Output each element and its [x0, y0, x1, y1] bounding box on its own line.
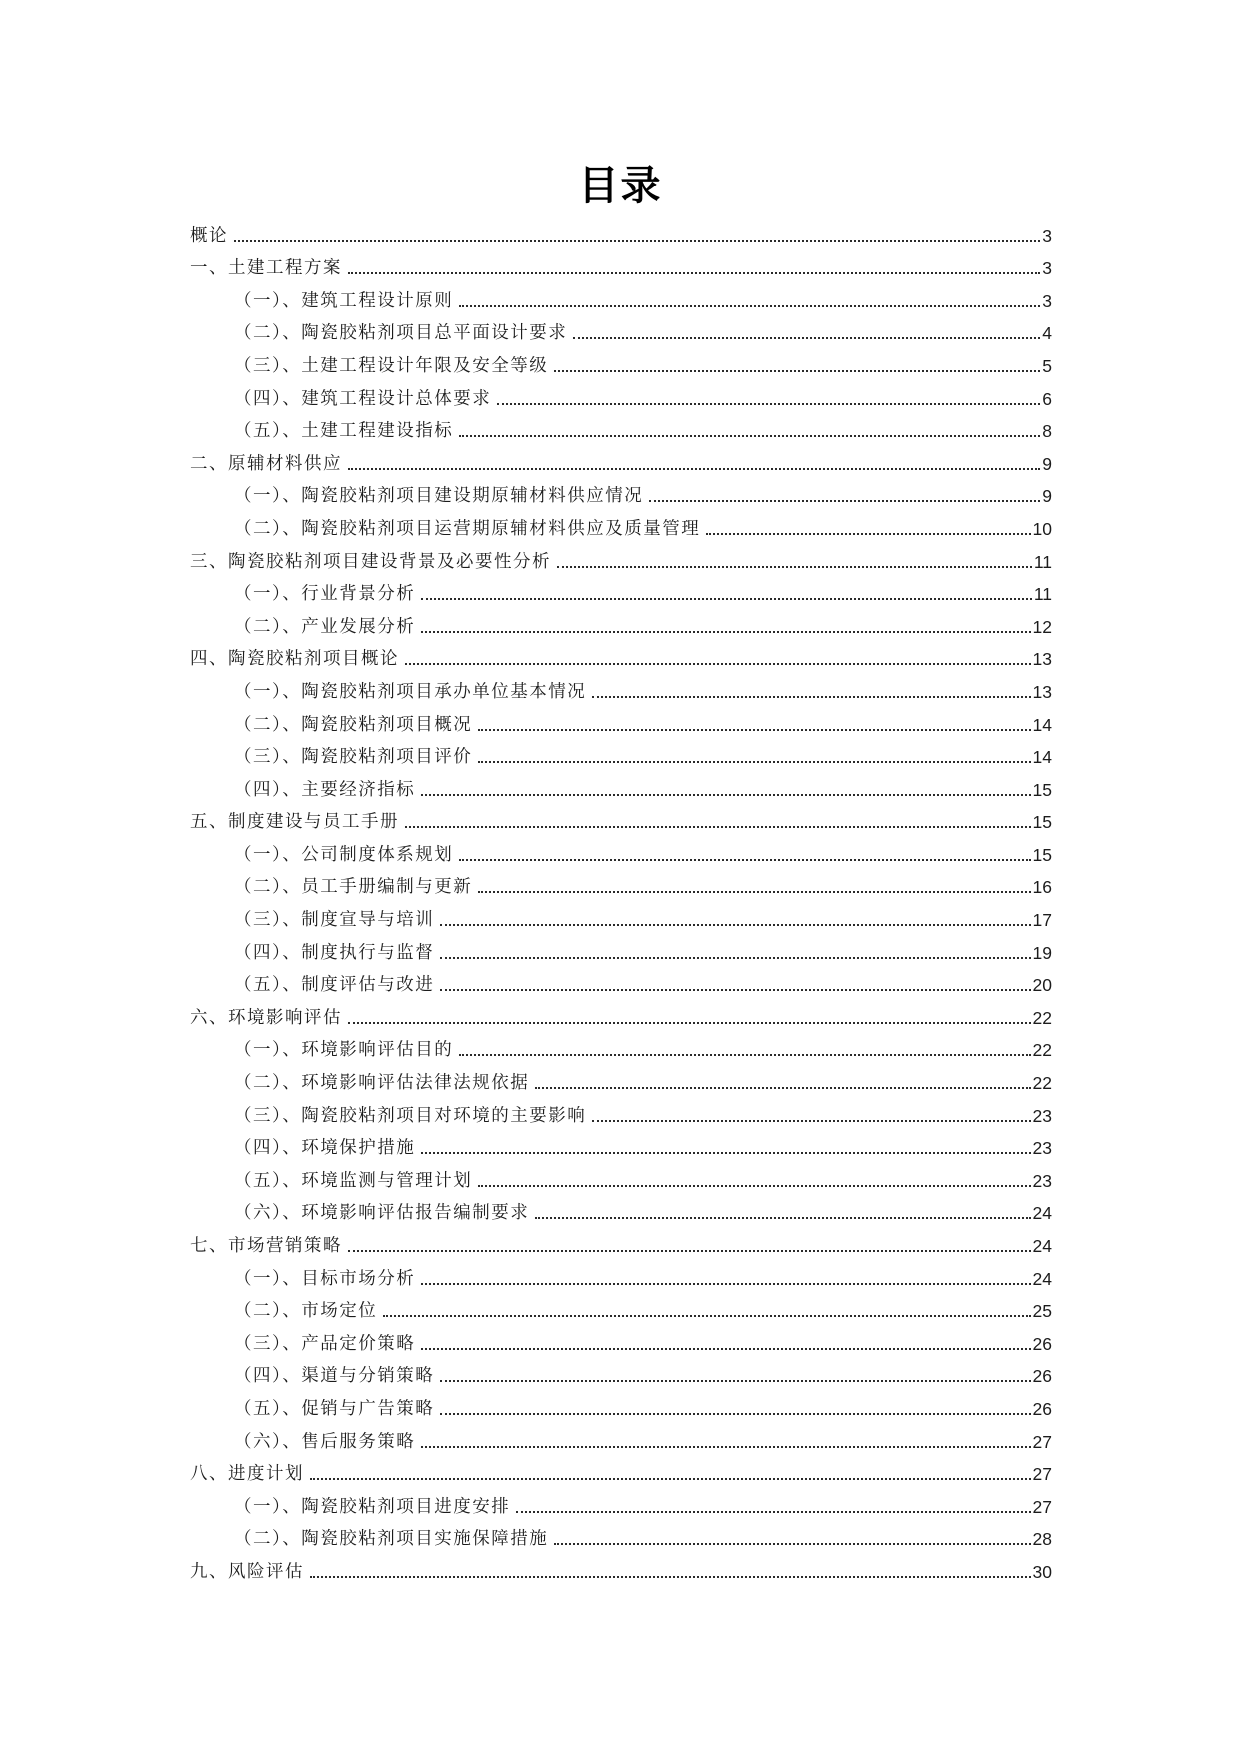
toc-entry-label: 九、风险评估 — [190, 1561, 304, 1582]
toc-entry-section[interactable] — [190, 902, 1052, 935]
toc-dot-leader — [554, 370, 1040, 372]
toc-dot-leader — [421, 794, 1030, 796]
toc-page-number: 9 — [1042, 453, 1052, 474]
toc-entry-chapter[interactable] — [190, 1457, 1052, 1490]
toc-page-number: 22 — [1032, 1073, 1052, 1094]
toc-page-number: 3 — [1042, 290, 1052, 311]
toc-entry-chapter[interactable] — [190, 544, 1052, 577]
toc-dot-leader — [348, 468, 1040, 470]
toc-page-number: 22 — [1032, 1040, 1052, 1061]
toc-entry-section[interactable] — [190, 740, 1052, 773]
toc-dot-leader — [348, 1250, 1031, 1252]
toc-entry-label: （三）、产品定价策略 — [234, 1333, 416, 1354]
toc-page-number: 19 — [1032, 942, 1052, 963]
toc-entry-section[interactable] — [190, 968, 1052, 1001]
toc-entry-section[interactable] — [190, 1522, 1052, 1555]
toc-entry-chapter[interactable] — [190, 1554, 1052, 1587]
toc-entry-label: （五）、环境监测与管理计划 — [234, 1170, 473, 1191]
toc-list — [190, 218, 1052, 1587]
toc-entry-label: （一）、陶瓷胶粘剂项目进度安排 — [234, 1496, 511, 1517]
toc-page-number: 23 — [1032, 1170, 1052, 1191]
toc-page-number: 13 — [1032, 649, 1052, 670]
toc-entry-section[interactable] — [190, 707, 1052, 740]
toc-entry-label: （五）、制度评估与改进 — [234, 975, 435, 996]
toc-entry-section[interactable] — [190, 511, 1052, 544]
toc-page-number: 10 — [1032, 518, 1052, 539]
toc-page-number: 17 — [1032, 910, 1052, 931]
toc-entry-section[interactable] — [190, 1326, 1052, 1359]
toc-entry-section[interactable] — [190, 837, 1052, 870]
toc-entry-label: （一）、陶瓷胶粘剂项目承办单位基本情况 — [234, 681, 587, 702]
toc-dot-leader — [234, 240, 1040, 242]
toc-dot-leader — [310, 1576, 1031, 1578]
toc-dot-leader — [348, 272, 1040, 274]
toc-entry-label: 四、陶瓷胶粘剂项目概论 — [190, 649, 399, 670]
toc-dot-leader — [478, 1185, 1030, 1187]
toc-dot-leader — [459, 305, 1040, 307]
toc-entry-section[interactable] — [190, 1489, 1052, 1522]
toc-page-number: 22 — [1032, 1007, 1052, 1028]
toc-entry-label: 一、土建工程方案 — [190, 258, 342, 279]
toc-entry-label: （一）、行业背景分析 — [234, 584, 416, 605]
toc-entry-label: （一）、陶瓷胶粘剂项目建设期原辅材料供应情况 — [234, 486, 644, 507]
toc-page-number: 13 — [1032, 681, 1052, 702]
toc-entry-section[interactable] — [190, 1098, 1052, 1131]
toc-entry-label: （三）、陶瓷胶粘剂项目对环境的主要影响 — [234, 1105, 587, 1126]
toc-dot-leader — [478, 761, 1030, 763]
toc-page-number: 15 — [1032, 812, 1052, 833]
toc-dot-leader — [459, 859, 1030, 861]
toc-page-number: 16 — [1032, 877, 1052, 898]
toc-entry-section[interactable] — [190, 283, 1052, 316]
toc-page-number: 14 — [1032, 714, 1052, 735]
toc-entry-label: （三）、陶瓷胶粘剂项目评价 — [234, 747, 473, 768]
toc-entry-section[interactable] — [190, 1261, 1052, 1294]
toc-entry-chapter[interactable] — [190, 251, 1052, 284]
toc-entry-label: （一）、公司制度体系规划 — [234, 844, 454, 865]
toc-entry-section[interactable] — [190, 772, 1052, 805]
toc-dot-leader — [535, 1217, 1030, 1219]
toc-entry-section[interactable] — [190, 348, 1052, 381]
toc-dot-leader — [421, 1348, 1030, 1350]
toc-page-number: 27 — [1032, 1431, 1052, 1452]
toc-entry-section[interactable] — [190, 870, 1052, 903]
toc-dot-leader — [421, 1283, 1030, 1285]
toc-entry-label: 三、陶瓷胶粘剂项目建设背景及必要性分析 — [190, 551, 551, 572]
toc-page-number: 23 — [1032, 1138, 1052, 1159]
toc-entry-chapter[interactable] — [190, 1000, 1052, 1033]
toc-page-number: 26 — [1032, 1333, 1052, 1354]
toc-entry-label: （五）、土建工程建设指标 — [234, 421, 454, 442]
toc-entry-label: 五、制度建设与员工手册 — [190, 812, 399, 833]
toc-entry-label: （二）、陶瓷胶粘剂项目概况 — [234, 714, 473, 735]
toc-dot-leader — [421, 1152, 1030, 1154]
toc-page-number: 23 — [1032, 1105, 1052, 1126]
toc-page-number: 4 — [1042, 323, 1052, 344]
toc-page-number: 20 — [1032, 975, 1052, 996]
toc-entry-label: （一）、环境影响评估目的 — [234, 1040, 454, 1061]
toc-page-number: 27 — [1032, 1496, 1052, 1517]
toc-dot-leader — [478, 891, 1030, 893]
toc-entry-section[interactable] — [190, 1033, 1052, 1066]
toc-page-number: 15 — [1032, 844, 1052, 865]
toc-dot-leader — [516, 1511, 1030, 1513]
toc-page-number: 24 — [1032, 1268, 1052, 1289]
toc-dot-leader — [592, 1120, 1030, 1122]
toc-entry-label: 六、环境影响评估 — [190, 1007, 342, 1028]
toc-entry-label: （三）、土建工程设计年限及安全等级 — [234, 355, 549, 376]
toc-entry-label: 七、市场营销策略 — [190, 1236, 342, 1256]
toc-dot-leader — [421, 1446, 1030, 1448]
toc-entry-section[interactable] — [190, 381, 1052, 414]
toc-dot-leader — [405, 663, 1031, 665]
toc-dot-leader — [554, 1543, 1030, 1545]
toc-entry-section[interactable] — [190, 674, 1052, 707]
toc-entry-label: （三）、制度宣导与培训 — [234, 910, 435, 931]
toc-entry-section[interactable] — [190, 1359, 1052, 1392]
toc-entry-section[interactable] — [190, 1163, 1052, 1196]
toc-dot-leader — [421, 631, 1030, 633]
toc-entry-section[interactable] — [190, 1131, 1052, 1164]
toc-entry-label: （二）、陶瓷胶粘剂项目总平面设计要求 — [234, 323, 568, 344]
toc-entry-label: （二）、员工手册编制与更新 — [234, 877, 473, 898]
toc-dot-leader — [497, 403, 1040, 405]
toc-page-number: 14 — [1032, 747, 1052, 768]
toc-entry-section[interactable] — [190, 577, 1052, 610]
toc-entry-label: （二）、陶瓷胶粘剂项目运营期原辅材料供应及质量管理 — [234, 518, 701, 539]
toc-dot-leader — [459, 1054, 1030, 1056]
toc-entry-label: （二）、产业发展分析 — [234, 616, 416, 637]
toc-entry-label: （五）、促销与广告策略 — [234, 1398, 435, 1419]
toc-entry-label: 八、进度计划 — [190, 1464, 304, 1485]
toc-entry-section[interactable] — [190, 1391, 1052, 1424]
toc-page-number: 26 — [1032, 1398, 1052, 1419]
toc-entry-section[interactable] — [190, 1424, 1052, 1457]
toc-page-number: 26 — [1032, 1366, 1052, 1387]
toc-dot-leader — [405, 826, 1031, 828]
toc-page-number: 3 — [1042, 258, 1052, 279]
toc-entry-section[interactable] — [190, 609, 1052, 642]
toc-page-number: 28 — [1032, 1529, 1052, 1550]
toc-dot-leader — [592, 696, 1030, 698]
toc-entry-chapter[interactable] — [190, 1228, 1052, 1261]
toc-page-number: 11 — [1033, 584, 1052, 605]
toc-title: 目录 — [578, 162, 663, 209]
toc-entry-label: （二）、陶瓷胶粘剂项目实施保障措施 — [234, 1529, 549, 1550]
toc-entry-label: （四）、制度执行与监督 — [234, 942, 435, 963]
toc-entry-section[interactable] — [190, 1065, 1052, 1098]
toc-entry-chapter[interactable] — [190, 446, 1052, 479]
toc-entry-label: （四）、建筑工程设计总体要求 — [234, 388, 492, 409]
toc-entry-label: （一）、目标市场分析 — [234, 1268, 416, 1289]
toc-entry-section[interactable] — [190, 935, 1052, 968]
toc-page-number: 15 — [1032, 779, 1052, 800]
toc-dot-leader — [440, 989, 1030, 991]
toc-page-number: 24 — [1032, 1236, 1052, 1256]
toc-dot-leader — [348, 1022, 1031, 1024]
toc-page-number: 24 — [1032, 1203, 1052, 1224]
toc-page-number: 3 — [1042, 225, 1052, 246]
toc-dot-leader — [440, 924, 1030, 926]
toc-dot-leader — [573, 337, 1040, 339]
toc-dot-leader — [440, 1380, 1030, 1382]
toc-entry-label: （四）、主要经济指标 — [234, 779, 416, 800]
toc-dot-leader — [478, 729, 1030, 731]
toc-entry-section[interactable] — [190, 1294, 1052, 1327]
toc-dot-leader — [459, 435, 1040, 437]
toc-entry-section[interactable] — [190, 1196, 1052, 1229]
toc-entry-section[interactable] — [190, 414, 1052, 447]
toc-entry-section[interactable] — [190, 479, 1052, 512]
toc-dot-leader — [535, 1087, 1030, 1089]
toc-dot-leader — [421, 598, 1032, 600]
toc-page-number: 11 — [1033, 551, 1052, 572]
toc-dot-leader — [440, 957, 1030, 959]
toc-entry-chapter[interactable] — [190, 642, 1052, 675]
toc-page-number: 5 — [1042, 355, 1052, 376]
toc-entry-label: （六）、环境影响评估报告编制要求 — [234, 1203, 530, 1224]
toc-entry-label: 概论 — [190, 225, 228, 246]
toc-page-number: 8 — [1042, 421, 1052, 442]
toc-page-number: 9 — [1042, 486, 1052, 507]
toc-dot-leader — [310, 1478, 1031, 1480]
toc-entry-label: （二）、市场定位 — [234, 1301, 378, 1322]
toc-dot-leader — [383, 1315, 1030, 1317]
toc-entry-chapter[interactable] — [190, 218, 1052, 251]
toc-entry-label: （六）、售后服务策略 — [234, 1431, 416, 1452]
toc-entry-section[interactable] — [190, 316, 1052, 349]
toc-dot-leader — [706, 533, 1030, 535]
toc-dot-leader — [649, 500, 1040, 502]
toc-page-number: 27 — [1032, 1464, 1052, 1485]
toc-entry-label: （二）、环境影响评估法律法规依据 — [234, 1073, 530, 1094]
toc-dot-leader — [440, 1413, 1030, 1415]
toc-dot-leader — [557, 566, 1032, 568]
toc-entry-chapter[interactable] — [190, 805, 1052, 838]
toc-page-number: 6 — [1042, 388, 1052, 409]
toc-entry-label: （四）、环境保护措施 — [234, 1138, 416, 1159]
toc-page-number: 25 — [1032, 1301, 1052, 1322]
toc-entry-label: （四）、渠道与分销策略 — [234, 1366, 435, 1387]
toc-entry-label: （一）、建筑工程设计原则 — [234, 290, 454, 311]
toc-page-number: 30 — [1032, 1561, 1052, 1582]
toc-entry-label: 二、原辅材料供应 — [190, 453, 342, 474]
toc-page-number: 12 — [1032, 616, 1052, 637]
